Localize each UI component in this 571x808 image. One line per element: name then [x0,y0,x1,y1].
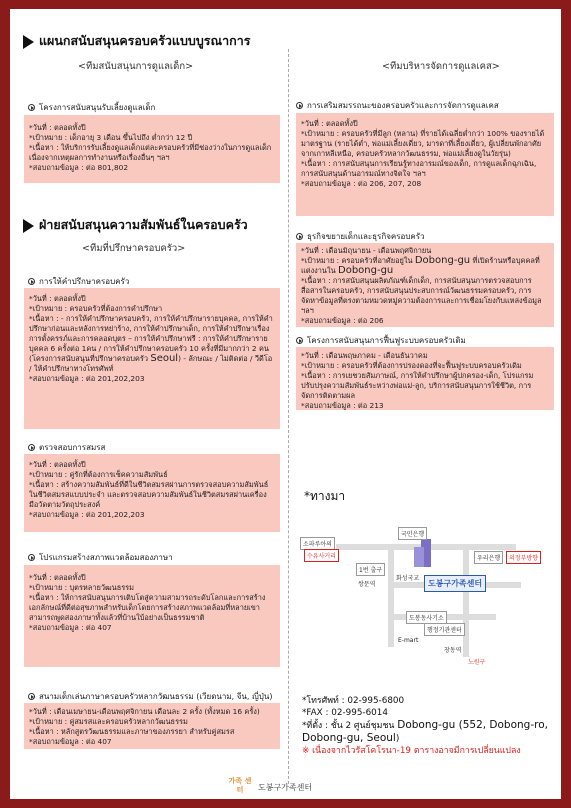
program-content: *เนื้อหา : การสนับสนุนการเรียนรู้ทางอารมณ์ของเด็ก, การดูแลเด็กฉุกเฉิน, การสนับสนุนด้านอารมณ์ทางจิตใจ ฯลฯ [301,159,537,178]
program-content: *เนื้อหา : - การให้คำปรึกษาครอบครัว, การให้คำปรึกษารายบุคคล, การให้คำปรึกษาก่อนและหลังการหย่าร้าง, การให้คำปรึกษาเด็ก, การให้คำปรึกษาเรื่องการตั้งครรภ์และการคลอดบุตร – การให้คำปรึกษาฟรี : การให้คำปรึกษารายบุคคล 6 ครั้งต่อ 1คน / การให้คำปรึกษาครอบครัว 10 ครั้งที่มีมากกว่า 2 คน (โครงการสนับสนุนที่ปรึกษาครอบครัว Seoul) - ลักษณะ / ไม่ติดต่อ / วีดีโอ / ให้คำปรึกษาทางโทรศัพท์ [29,314,273,373]
program-box [24,288,280,429]
section-heading-integrated: แผนกสนับสนุนครอบครัวแบบบูรณาการ [23,31,250,51]
program-date: *วันที่ : ตลอดทั้งปี [29,123,86,132]
section-heading-relations: ฝ่ายสนับสนุนความสัมพันธ์ในครอบครัว [23,215,248,235]
map-label: 쌍문역 [358,581,376,588]
program-box [296,243,554,327]
program-target: *เป้าหมาย : คู่สมรสและครอบครัวหลากวัฒนธรรม [29,717,188,726]
program-box [24,703,280,749]
contact-fax: *FAX : 02-995-6014 [302,708,388,718]
contact-location: *ที่ตั้ง : ชั้น 2 ศูนย์ชุมชน Dobong-gu (552, Dobong-ro, Dobong-gu, Seoul) [302,719,548,744]
team-childcare-label: <ทีมสนับสนุนการดูแลเด็ก> [78,61,194,72]
circle-arrow-icon [296,337,303,344]
program-date: *วันที่ : ตลอดทั้งปี [29,294,86,303]
program-content: *เนื้อหา : สร้างความสัมพันธ์ที่ดีในชีวิตสมรสผ่านการตรวจสอบความสัมพันธ์ในชีวิตสมรสแบบประจำ และตรวจสอบความสัมพันธ์ในชีวิตสมรสผ่านเครื่องมือวัดตามวัตถุประสงค์ [29,480,269,509]
map-label: 창동역 [444,647,462,654]
program-content: *เนื้อหา : หลักสูตรวัฒนธรรมและภาษาของภรรยา สำหรับคู่สมรส [29,727,235,736]
map-label: 화성국교 [396,575,420,582]
program-title: โครงการสนับสนุนรับเลี้ยงดูแลเด็ก [28,101,155,114]
location-map [296,507,554,672]
family-center-logo: 가족 센터 [228,777,252,794]
contact-block [302,695,558,757]
play-arrow-icon [23,219,34,233]
program-date: *วันที่ : เดือนเมษายน-เดือนพฤศจิกายน เดือนละ 2 ครั้ง (ทั้งหมด 16 ครั้ง) [29,707,260,716]
program-box [296,347,554,410]
program-title: ธุรกิจขยายเด็กและธุรกิจครอบครัว [296,230,425,243]
program-target: *เป้าหมาย : คู่รักที่ต้องการเช็คความสัมพันธ์ [29,470,168,479]
map-label: 우리은행 [474,551,503,564]
map-label: 행정기관센터 [424,623,465,636]
program-date: *วันที่ : ตลอดทั้งปี [29,573,86,582]
team-case-management-label: <ทีมบริหารจัดการดูแลเคส> [382,61,500,72]
program-date: *วันที่ : เดือนมิถุนายน - เดือนพฤศจิกายน [301,246,432,255]
play-arrow-icon [23,35,34,49]
map-label: 수유사거리 [304,549,339,562]
map-label: 국민은행 [398,527,427,540]
circle-arrow-icon [28,693,35,700]
directions-title: *ทางมา [304,489,346,503]
program-content: *เนื้อหา : ให้การสนับสนุนการเติบโตสู่ความสามารถระดับโลกและการสร้างเอกลักษณ์ที่ดีต่อสุขภาพสำหรับเด็กโดยการสร้างสภาพแวดล้อมที่หลายเขาสามารถพูดสองภาษาทั้งแล้วที่บ้านใบ้อย่างเป็นธรรมชาติ [29,593,266,622]
program-title: โปรแกรมสร้างสภาพแวดล้อมสองภาษา [28,551,173,564]
circle-arrow-icon [296,102,303,109]
program-box [24,454,280,532]
program-title: โครงการสนับสนุนการฟื้นฟูระบบครอบครัวเดิม [296,334,466,347]
program-title: การให้คำปรึกษาครอบครัว [28,275,129,288]
program-contact: *สอบถามข้อมูล : ต่อ 407 [29,623,112,632]
map-label: 1번 출구 [356,563,385,576]
program-title: การเสริมสมรรถนะของครอบครัวและการจัดการดูแลเคส [296,99,499,112]
map-label-center: 도봉구가족센터 [424,575,486,592]
program-target: *เป้าหมาย : ครอบครัวที่ต้องการคำปรึกษา [29,304,163,313]
program-content: *เนื้อหา : ให้บริการรับเลี้ยงดูแลเด็กแต่ละครอบครัวที่มีช่องว่างในการดูแลเด็กเนื่องจากเหตุผลการทำงานหรือเรื่องอื่นๆ ฯลฯ [29,143,272,162]
program-target: *เป้าหมาย : ครอบครัวที่อาศัยอยู่ใน Dobong-gu ที่เปิดร้านหรือบุคคลที่แต่งงานใน Dobong-gu [301,255,540,276]
program-contact: *สอบถามข้อมูล : ต่อ 407 [29,737,112,746]
program-box [296,113,554,216]
program-contact: *สอบถามข้อมูล : ต่อ 801,802 [29,163,129,172]
program-contact: *สอบถามข้อมูล : ต่อ 201,202,203 [29,374,145,383]
circle-arrow-icon [28,554,35,561]
map-label: 의정부방향 [506,551,541,564]
program-target: *เป้าหมาย : ครอบครัวที่มีลูก (หลาน) ที่รายได้เฉลี่ยต่ำกว่า 100% ของรายได้มาตรฐาน (รายได้ต่ำ, พ่อแม่เลี้ยงเดี่ยว, มารดาที่เลี้ยงเดี่ยว, ผู้เปลี่ยนพักอาศัยจากเกาหลีเหนือ, ครอบครัวหลากวัฒนธรรม, พ่อแม่เลี้ยงดูในวัยรุ่น) [301,129,545,158]
program-target: *เป้าหมาย : ครอบครัวที่ต้องการปรองดองที่จะฟื้นฟูระบบครอบครัวเดิม [301,361,522,370]
org-name: 도봉구가족센터 [258,783,313,792]
brochure-page [10,9,561,799]
contact-phone: *โทรศัพท์ : 02-995-6800 [302,696,405,706]
program-box [24,565,280,667]
program-target: *เป้าหมาย : บุตรหลายวัฒนธรรม [29,583,135,592]
map-label: 노원구 [468,659,486,666]
circle-arrow-icon [28,444,35,451]
map-label: 소파루아의 [300,537,335,550]
program-contact: *สอบถามข้อมูล : ต่อ 201,202,203 [29,510,145,519]
program-title: ตรวจสอบการสมรส [28,441,105,454]
program-target: *เป้าหมาย : เด็กอายุ 3 เดือน ขึ้นไปถึง ต่ำกว่า 12 ปี [29,133,193,142]
program-date: *วันที่ : ตลอดทั้งปี [29,460,86,469]
team-counsel-label: <ทีมที่ปรึกษาครอบครัว> [82,243,186,254]
circle-arrow-icon [28,278,35,285]
program-contact: *สอบถามข้อมูล : ต่อ 206, 207, 208 [301,179,422,188]
map-label: 도봉동사기소 [406,611,447,624]
circle-arrow-icon [296,233,303,240]
column-divider [288,49,289,784]
map-label: E-mart [398,637,419,644]
program-date: *วันที่ : เดือนพฤษภาคม - เดือนธันวาคม [301,351,428,360]
program-content: *เนื้อหา : การเยชวยสัมภาษณ์, การให้คำปรึกษาผู้ปกครอง-เด็ก, โปรแกรมปรับปรุงความสัมพันธ์ระหว่างพ่อแม่-ลูก, บริการสนับสนุนการใช้ชีวิต, การจัดการติดตามผล [301,371,534,400]
program-contact: *สอบถามข้อมูล : ต่อ 206 [301,316,384,325]
covid-notice: ※ เนื่องจากไวรัสโคโรนา-19 ตารางอาจมีการเปลี่ยนแปลง [302,746,521,756]
footer [10,774,561,799]
program-content: *เนื้อหา : การสนับสนุนผลิตภัณฑ์เด็กเด็ก, การสนับสนุนการตรวจสอบการสื่อสารในครอบครัว, การสนับสนุนประสบการณ์วัฒนธรรมครอบครัว, การจัดหาข้อมูลที่ตรงตามหมวดหมู่ความต้องการและการเชื่อมโยงกับแหล่งข้อมูล ฯลฯ [301,276,542,315]
program-contact: *สอบถามข้อมูล : ต่อ 213 [301,401,384,410]
program-date: *วันที่ : ตลอดทั้งปี [301,119,358,128]
program-title: สนามเด็กเล่นภาษาครอบครัวหลากวัฒนธรรม (เวียดนาม, จีน, ญี่ปุ่น) [28,690,272,703]
program-box [24,115,280,183]
circle-arrow-icon [28,104,35,111]
